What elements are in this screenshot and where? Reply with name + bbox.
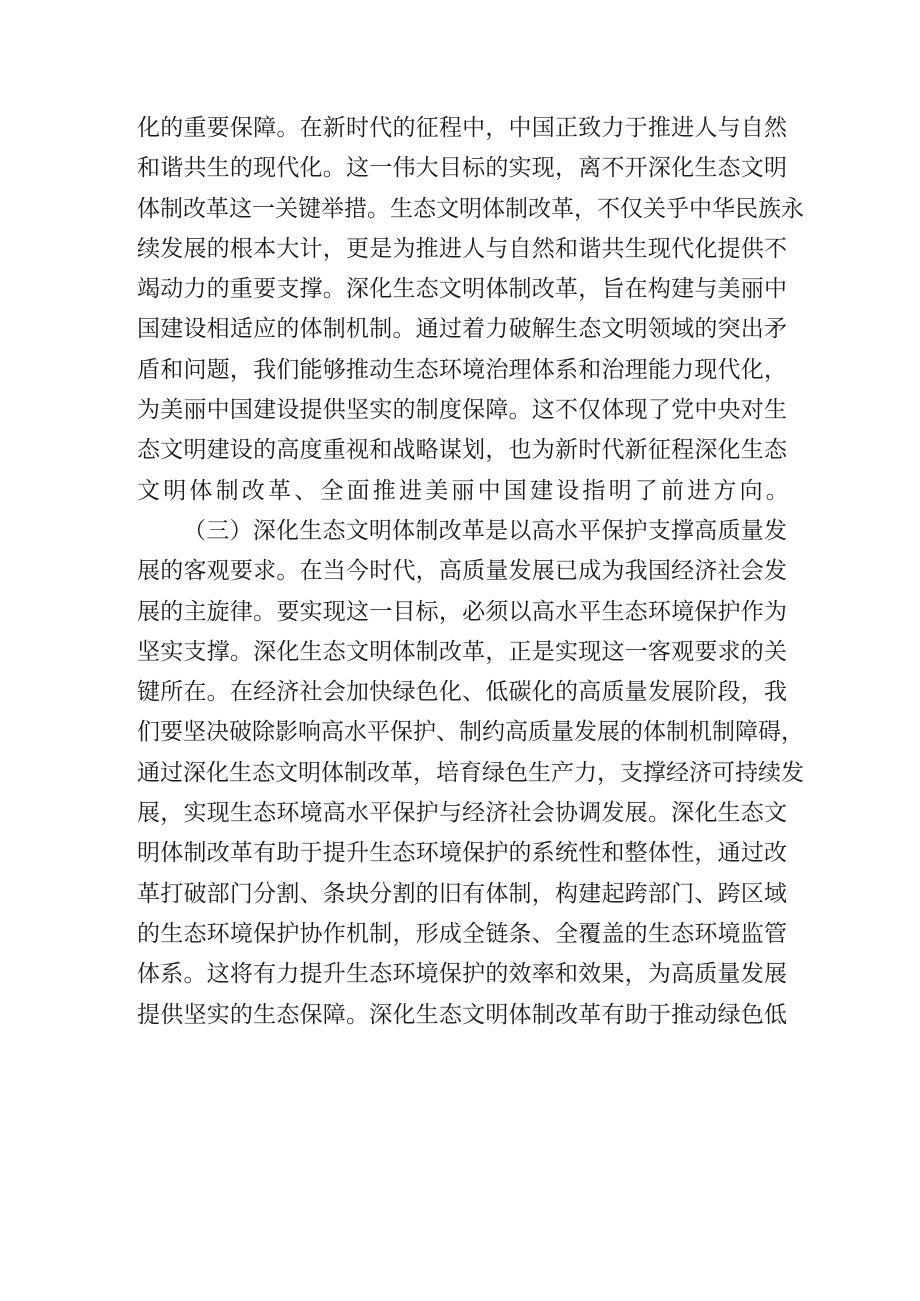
text-line: 国建设相适应的体制机制。通过着力破解生态文明领域的突出矛 [137,316,787,343]
text-line: 革打破部门分割、条块分割的旧有体制，构建起跨部门、跨区域 [137,880,787,907]
text-line: 化的重要保障。在新时代的征程中，中国正致力于推进人与自然 [137,115,787,141]
body-text [137,108,804,1035]
text-line: 坚实支撑。深化生态文明体制改革，正是实现这一客观要求的关 [137,638,787,665]
text-line: 体系。这将有力提升生态环境保护的效率和效果，为高质量发展 [137,961,787,988]
text-line: 展，实现生态环境高水平保护与经济社会协调发展。深化生态文 [137,800,787,827]
text-line: 竭动力的重要支撑。深化生态文明体制改革，旨在构建与美丽中 [137,276,787,303]
text-line: 为美丽中国建设提供坚实的制度保障。这不仅体现了党中央对生 [137,397,787,424]
text-line: 展的主旋律。要实现这一目标，必须以高水平生态环境保护作为 [137,598,787,625]
paragraph-1 [137,108,804,511]
section-heading-line: （三）深化生态文明体制改革是以高水平保护支撑高质量发 [183,517,787,544]
text-line: 的生态环境保护协作机制，形成全链条、全覆盖的生态环境监管 [137,920,787,947]
text-line: 通过深化生态文明体制改革，培育绿色生产力，支撑经济可持续发 [137,759,804,786]
text-line: 键所在。在经济社会加快绿色化、低碳化的高质量发展阶段，我 [137,679,787,706]
paragraph-2-section-three [137,511,804,1035]
text-line: 提供坚实的生态保障。深化生态文明体制改革有助于推动绿色低 [137,1001,787,1028]
text-line: 文明体制改革、全面推进美丽中国建设指明了前进方向。 [137,477,792,504]
text-line: 盾和问题，我们能够推动生态环境治理体系和治理能力现代化， [137,356,787,383]
text-line: 态文明建设的高度重视和战略谋划，也为新时代新征程深化生态 [137,437,787,464]
text-line: 们要坚决破除影响高水平保护、制约高质量发展的体制机制障碍， [137,719,804,746]
text-line: 和谐共生的现代化。这一伟大目标的实现，离不开深化生态文明 [137,155,787,182]
text-line: 体制改革这一关键举措。生态文明体制改革，不仅关乎中华民族永 [137,195,804,222]
text-line: 明体制改革有助于提升生态环境保护的系统性和整体性，通过改 [137,840,787,867]
text-line: 续发展的根本大计，更是为推进人与自然和谐共生现代化提供不 [137,235,787,262]
text-line: 展的客观要求。在当今时代，高质量发展已成为我国经济社会发 [137,558,787,585]
